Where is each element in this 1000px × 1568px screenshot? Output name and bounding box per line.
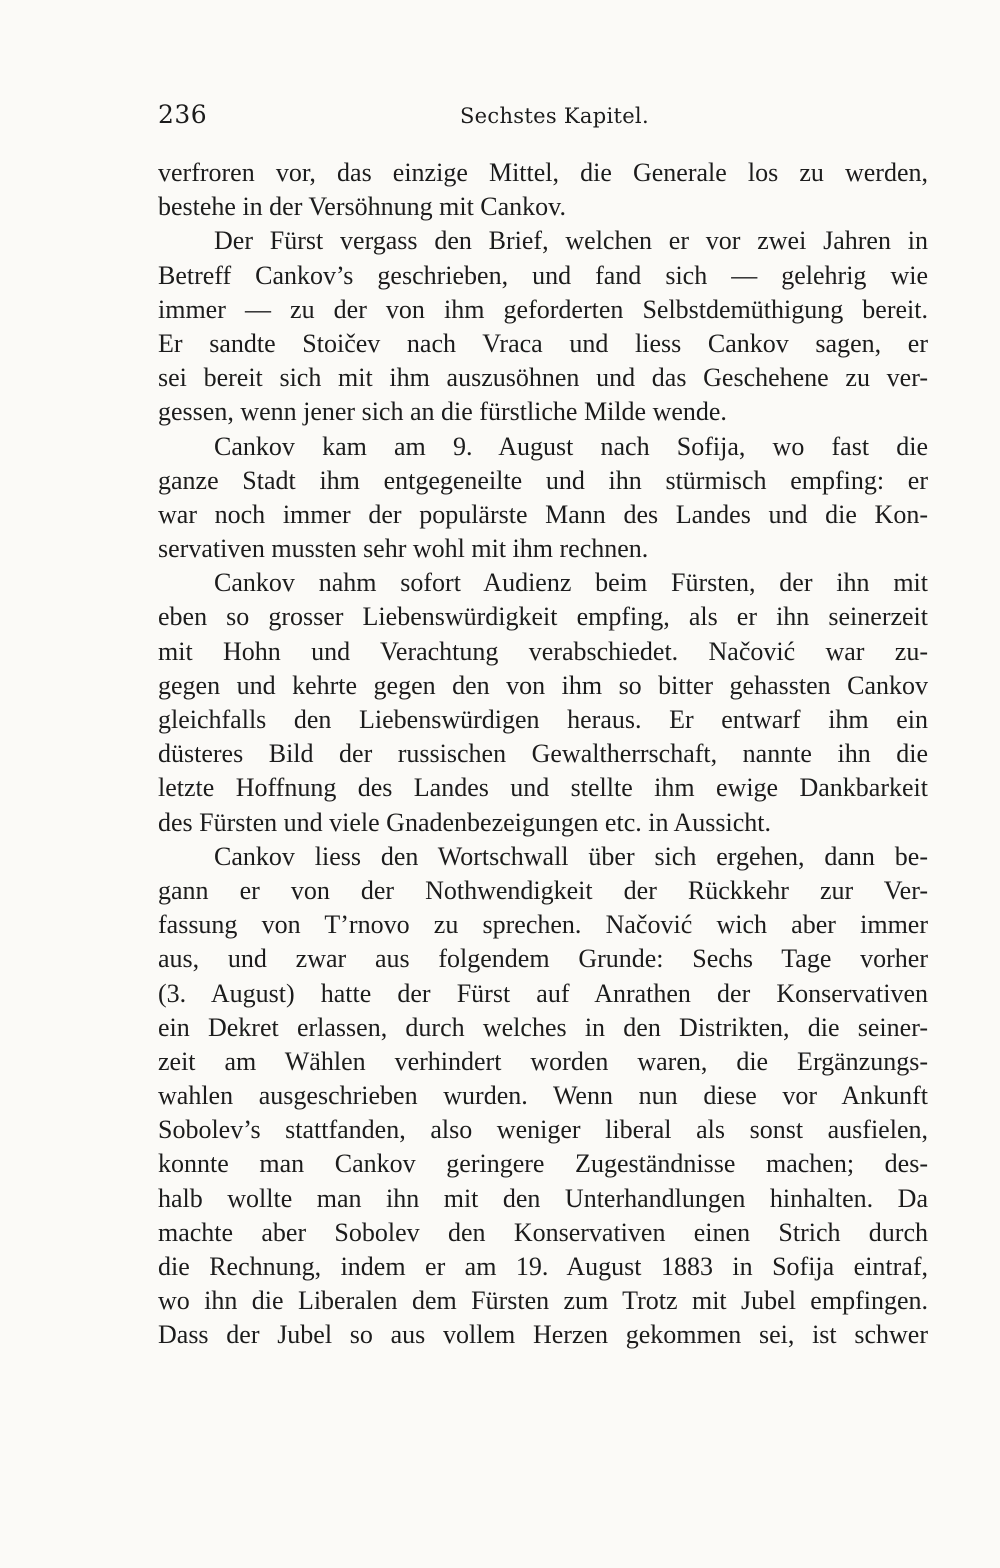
text-line: ganze Stadt ihm entgegeneilte und ihn stürmisch empfing: er: [158, 465, 928, 495]
text-line: Dass der Jubel so aus vollem Herzen gekommen sei, ist schwer: [158, 1320, 928, 1350]
text-line: (3. August) hatte der Fürst auf Anrathen der Konservativen: [158, 978, 928, 1008]
text-line: wo ihn die Liberalen dem Fürsten zum Trotz mit Jubel empfingen.: [158, 1286, 928, 1316]
text-line: bestehe in der Versöhnung mit Cankov.: [158, 192, 566, 222]
body-text: [158, 156, 928, 1353]
text-line: die Rechnung, indem er am 19. August 1883 in Sofija eintraf,: [158, 1252, 928, 1281]
text-line: konnte man Cankov geringere Zugeständnisse machen; des-: [158, 1149, 928, 1179]
text-line: immer — zu der von ihm geforderten Selbstdemüthigung bereit.: [158, 294, 928, 324]
text-line: machte aber Sobolev den Konservativen einen Strich durch: [158, 1217, 928, 1247]
text-line: halb wollte man ihn mit den Unterhandlungen hinhalten. Da: [158, 1183, 928, 1213]
text-line: zeit am Wählen verhindert worden waren, die Ergänzungs-: [158, 1046, 928, 1076]
page-number: 236: [158, 100, 208, 129]
text-line: ein Dekret erlassen, durch welches in den Distrikten, die seiner-: [158, 1012, 928, 1042]
text-line: Er sandte Stoičev nach Vraca und liess Cankov sagen, er: [158, 328, 928, 358]
text-line: Cankov nahm sofort Audienz beim Fürsten, der ihn mit: [214, 568, 928, 598]
text-line: gessen, wenn jener sich an die fürstliche Milde wende.: [158, 397, 727, 427]
text-line: verfroren vor, das einzige Mittel, die Generale los zu werden,: [158, 158, 928, 187]
text-line: mit Hohn und Verachtung verabschiedet. Načović war zu-: [158, 636, 928, 666]
running-head: Sechstes Kapitel.: [460, 104, 649, 128]
text-line: Betreff Cankov’s geschrieben, und fand sich — gelehrig wie: [158, 260, 928, 290]
text-line: wahlen ausgeschrieben wurden. Wenn nun diese vor Ankunft: [158, 1081, 928, 1111]
text-line: gegen und kehrte gegen den von ihm so bitter gehassten Cankov: [158, 670, 928, 700]
text-line: Cankov liess den Wortschwall über sich ergehen, dann be-: [214, 841, 928, 871]
text-line: Cankov kam am 9. August nach Sofija, wo fast die: [214, 431, 928, 461]
text-line: gleichfalls den Liebenswürdigen heraus. Er entwarf ihm ein: [158, 705, 928, 734]
text-line: gann er von der Nothwendigkeit der Rückkehr zur Ver-: [158, 875, 928, 905]
page-header: [158, 100, 928, 140]
text-line: letzte Hoffnung des Landes und stellte ihm ewige Dankbarkeit: [158, 773, 928, 803]
text-line: aus, und zwar aus folgendem Grunde: Sechs Tage vorher: [158, 944, 928, 974]
text-line: war noch immer der populärste Mann des Landes und die Kon-: [158, 499, 928, 529]
text-line: sei bereit sich mit ihm auszusöhnen und das Geschehene zu ver-: [158, 363, 928, 393]
text-line: fassung von T’rnovo zu sprechen. Načović wich aber immer: [158, 910, 928, 940]
text-line: Sobolev’s stattfanden, also weniger liberal als sonst ausfielen,: [158, 1115, 928, 1145]
text-line: servativen mussten sehr wohl mit ihm rechnen.: [158, 534, 649, 564]
text-line: des Fürsten und viele Gnadenbezeigungen etc. in Aussicht.: [158, 807, 772, 837]
text-line: Der Fürst vergass den Brief, welchen er vor zwei Jahren in: [214, 226, 928, 256]
text-line: eben so grosser Liebenswürdigkeit empfing, als er ihn seinerzeit: [158, 602, 928, 632]
text-line: düsteres Bild der russischen Gewaltherrschaft, nannte ihn die: [158, 739, 928, 769]
